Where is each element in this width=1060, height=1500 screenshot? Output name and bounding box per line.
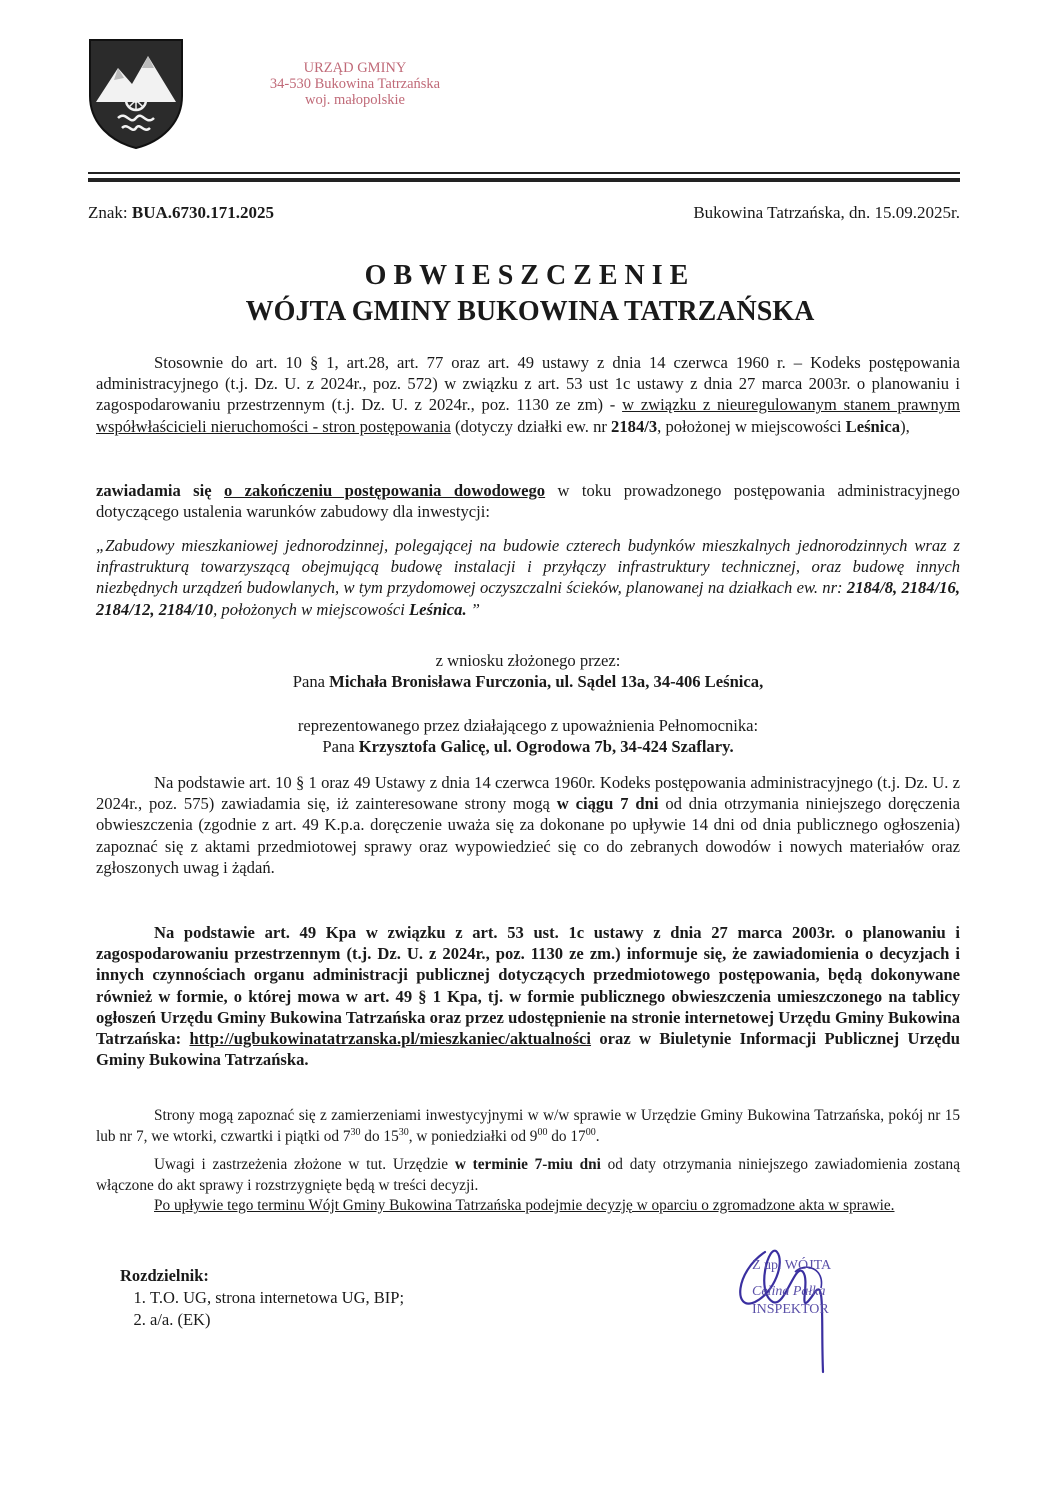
paragraph-legal-basis — [96, 352, 960, 437]
p8-text-e: . — [595, 1127, 600, 1145]
paragraph-remarks — [96, 1155, 960, 1217]
paragraph-public-notice — [96, 922, 960, 1070]
p9-bold: w terminie 7-miu dni — [454, 1156, 601, 1173]
p8-sup2: 30 — [398, 1126, 409, 1138]
paragraph-office-hours — [96, 1106, 960, 1147]
p1-text-a: Stosownie do art. 10 § 1, art.28, art. 77 oraz art. 49 ustawy z dnia 14 czerwca 1960 r. – Kodeks postępowania administracyjnego (t.j. Dz. U. z 2024r., poz. 572) w związku z art. 53 ust 1c ustawy z dnia 27 marca 2003r. o planowaniu i zagospodarowaniu przestrzennym (t.j. Dz. U. z 2024r., poz. 1130 ze zm) - — [96, 353, 960, 415]
ref-label: Znak: — [88, 203, 128, 222]
p1-place: Leśnica — [845, 416, 901, 436]
p1-text-c: , położonej w miejscowości — [657, 416, 846, 436]
p6-text-a: Na podstawie art. 10 § 1 oraz 49 Ustawy z dnia 14 czerwca 1960r. Kodeks postępowania administracyjnego (t.j. Dz. U. z 2024r., poz. 575) zawiadamia się, iż zainteresowane strony mogą — [96, 773, 960, 814]
paragraph-investment — [96, 535, 960, 620]
p6-bold: w ciągu 7 dni — [556, 794, 659, 814]
p8-sup1: 30 — [350, 1126, 361, 1138]
distribution-item: 2. a/a. (EK) — [150, 1309, 404, 1331]
distribution-heading: Rozdzielnik: — [120, 1266, 209, 1285]
website-link[interactable]: http://ugbukowinatatrzanska.pl/mieszkaniec/aktualności — [189, 1029, 592, 1049]
ref-value: BUA.6730.171.2025 — [131, 203, 275, 222]
p8-text-d: do 17 — [547, 1127, 586, 1145]
signature-line-2: Celina Pałka — [752, 1284, 826, 1299]
p2-bold: zawiadamia się — [96, 481, 224, 500]
signature-line-3: INSPEKTOR — [752, 1302, 829, 1317]
p3-text-a: „Zabudowy mieszkaniowej jednorodzinnej, polegającej na budowie czterech budynków mieszkalnych jednorodzinnych wraz z infrastrukturą towarzyszącą obejmującą budowę instalacji i przyłączy infrastruktury technicznej, oraz budowę innych niezbędnych urządzeń budowlanych, w tym przydomowej oczyszczalni ścieków, planowanej na działkach ew. nr: — [96, 536, 960, 598]
p3-parcels: 2184/8, 2184/16, 2184/12, 2184/10 — [96, 578, 961, 619]
paragraph-representative — [96, 715, 960, 757]
distribution-list — [120, 1265, 404, 1331]
p4-line1: z wniosku złożonego przez: — [435, 651, 621, 670]
p8-text-a: Strony mogą zapoznać się z zamierzeniami inwestycyjnymi w w/w sprawie w Urzędzie Gminy Bukowina Tatrzańska, pokój nr 15 lub nr 7, we wtorki, czwartki i piątki od 7 — [96, 1107, 960, 1145]
p8-text-c: , w poniedziałki od 9 — [408, 1127, 538, 1145]
stamp-line-3: woj. małopolskie — [305, 92, 405, 108]
document-title: OBWIESZCZENIE — [364, 260, 696, 291]
p7-text-b: oraz w Biuletynie Informacji Publicznej Urzędu Gminy Bukowina Tatrzańska. — [96, 1029, 960, 1070]
p9-text-b: od daty otrzymania niniejszego zawiadomienia zostaną włączone do akt sprawy i rozstrzygnięte będą w treści decyzji. — [96, 1156, 960, 1194]
signature-line-1: Z up. WÓJTA — [752, 1258, 832, 1273]
p8-sup4: 00 — [585, 1126, 596, 1138]
p2-text: w toku prowadzonego postępowania administracyjnego dotyczącego ustalenia warunków zabudowy dla inwestycji: — [96, 481, 960, 522]
paragraph-notice — [96, 480, 960, 522]
p3-text-b: , położonych w miejscowości — [213, 599, 409, 619]
p1-underlined: w związku z nieuregulowanym stanem prawnym współwłaścicieli nieruchomości - stron postępowania — [96, 395, 961, 436]
distribution-item: 1. T.O. UG, strona internetowa UG, BIP; — [150, 1287, 404, 1309]
header-rule-thick — [88, 178, 960, 182]
p7-text-a: Na podstawie art. 49 Kpa w związku z art. 53 ust. 1c ustawy z dnia 27 marca 2003r. o planowaniu i zagospodarowaniu przestrzennym (t.j. Dz. U. z 2024r., poz. 1130 ze zm.) informuje się, że zawiadomienia o decyzjach i innych czynnościach organu administracji publicznej dotyczących przedmiotowego postępowania, będą dokonywane również w formie, o której mowa w art. 49 § 1 Kpa, tj. w formie publicznego obwieszczenia umieszczonego na tablicy ogłoszeń Urzędu Gminy Bukowina Tatrzańska oraz przez udostępnienie na stronie internetowej Urzędu Gminy Bukowina Tatrzańska: — [96, 923, 960, 1049]
p5-representative: Krzysztofa Galicę, ul. Ogrodowa 7b, 34-424 Szaflary. — [358, 737, 734, 757]
p9-text-a: Uwagi i zastrzeżenia złożone w tut. Urzędzie — [154, 1156, 455, 1173]
coat-of-arms-icon — [88, 38, 184, 150]
office-stamp — [240, 60, 470, 108]
p3-place: Leśnica. — [408, 599, 467, 619]
p8-sup3: 00 — [537, 1126, 548, 1138]
stamp-line-2: 34-530 Bukowina Tatrzańska — [269, 76, 441, 92]
paragraph-review-period — [96, 772, 960, 878]
p5-line1: reprezentowanego przez działającego z upoważnienia Pełnomocnika: — [297, 716, 759, 735]
p1-text-d: ), — [900, 416, 910, 436]
p4-prefix: Pana — [292, 672, 330, 692]
p6-text-b: od dnia otrzymania niniejszego doręczenia obwieszczenia (zgodnie z art. 49 K.p.a. doręczenie uważa się za dokonane po upływie 14 dni od dnia publicznego ogłoszenia) zapoznać się z aktami przedmiotowej sprawy oraz wypowiedzieć się co do zebranych dowodów i nowych materiałów oraz zgłoszonych uwag i żądań. — [96, 794, 961, 877]
p3-text-c: ” — [466, 599, 480, 619]
p1-parcel: 2184/3 — [611, 416, 658, 436]
p2-bold-underlined: o zakończeniu postępowania dowodowego — [224, 481, 546, 500]
p9-underlined: Po upływie tego terminu Wójt Gminy Bukowina Tatrzańska podejmie decyzję w oparciu o zgromadzone akta w sprawie. — [154, 1197, 895, 1214]
place-and-date: Bukowina Tatrzańska, dn. 15.09.2025r. — [693, 203, 960, 222]
p8-text-b: do 15 — [360, 1127, 399, 1145]
stamp-line-1: URZĄD GMINY — [303, 60, 407, 76]
p5-prefix: Pana — [322, 737, 359, 757]
header-rule-thin — [88, 172, 960, 174]
paragraph-applicant — [96, 650, 960, 692]
document-subtitle: WÓJTA GMINY BUKOWINA TATRZAŃSKA — [245, 296, 815, 327]
p1-text-b: (dotyczy działki ew. nr — [450, 416, 612, 436]
reference-number — [88, 203, 274, 223]
p4-applicant: Michała Bronisława Furczonia, ul. Sądel 13a, 34-406 Leśnica, — [329, 672, 764, 692]
signature-stamp — [752, 1258, 872, 1318]
